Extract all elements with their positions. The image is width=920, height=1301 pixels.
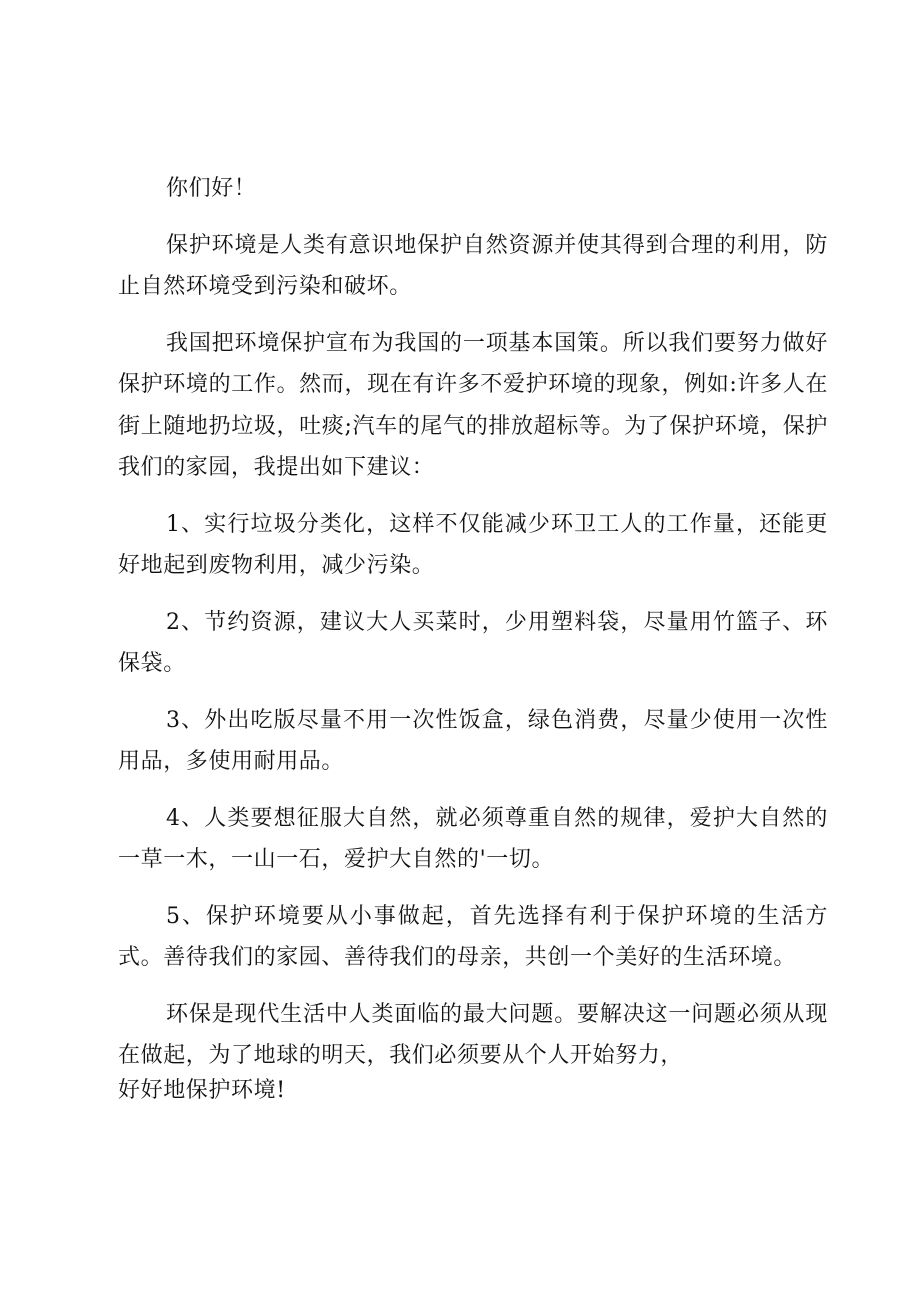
suggestion-4: 4、人类要想征服大自然，就必须尊重自然的规律，爱护大自然的一草一木，一山一石，爱护大自然的'一切。: [118, 805, 828, 872]
document-body: [118, 168, 828, 1105]
closing-last-line: 好好地保护环境!: [118, 1077, 286, 1103]
suggestion-5: 5、保护环境要从小事做起，首先选择有利于保护环境的生活方式。善待我们的家园、善待我们的母亲，共创一个美好的生活环境。: [118, 903, 828, 970]
suggestion-2: 2、节约资源，建议大人买菜时，少用塑料袋，尽量用竹篮子、环保袋。: [118, 609, 828, 676]
suggestion-3: 3、外出吃版尽量不用一次性饭盒，绿色消费，尽量少使用一次性用品，多使用耐用品。: [118, 707, 828, 774]
suggestion-1: 1、实行垃圾分类化，这样不仅能减少环卫工人的工作量，还能更好地起到废物利用，减少污染。: [118, 511, 828, 578]
closing-paragraph: 环保是现代生活中人类面临的最大问题。要解决这一问题必须从现在做起，为了地球的明天，我们必须要从个人开始努力，: [118, 1001, 828, 1068]
paragraph-policy: 我国把环境保护宣布为我国的一项基本国策。所以我们要努力做好保护环境的工作。然而，现在有许多不爱护环境的现象，例如:许多人在街上随地扔垃圾，吐痰;汽车的尾气的排放超标等。为了保护环境，保护我们的家园，我提出如下建议：: [118, 330, 828, 480]
paragraph-intro: 保护环境是人类有意识地保护自然资源并使其得到合理的利用，防止自然环境受到污染和破坏。: [118, 232, 828, 299]
greeting: 你们好！: [166, 176, 257, 201]
